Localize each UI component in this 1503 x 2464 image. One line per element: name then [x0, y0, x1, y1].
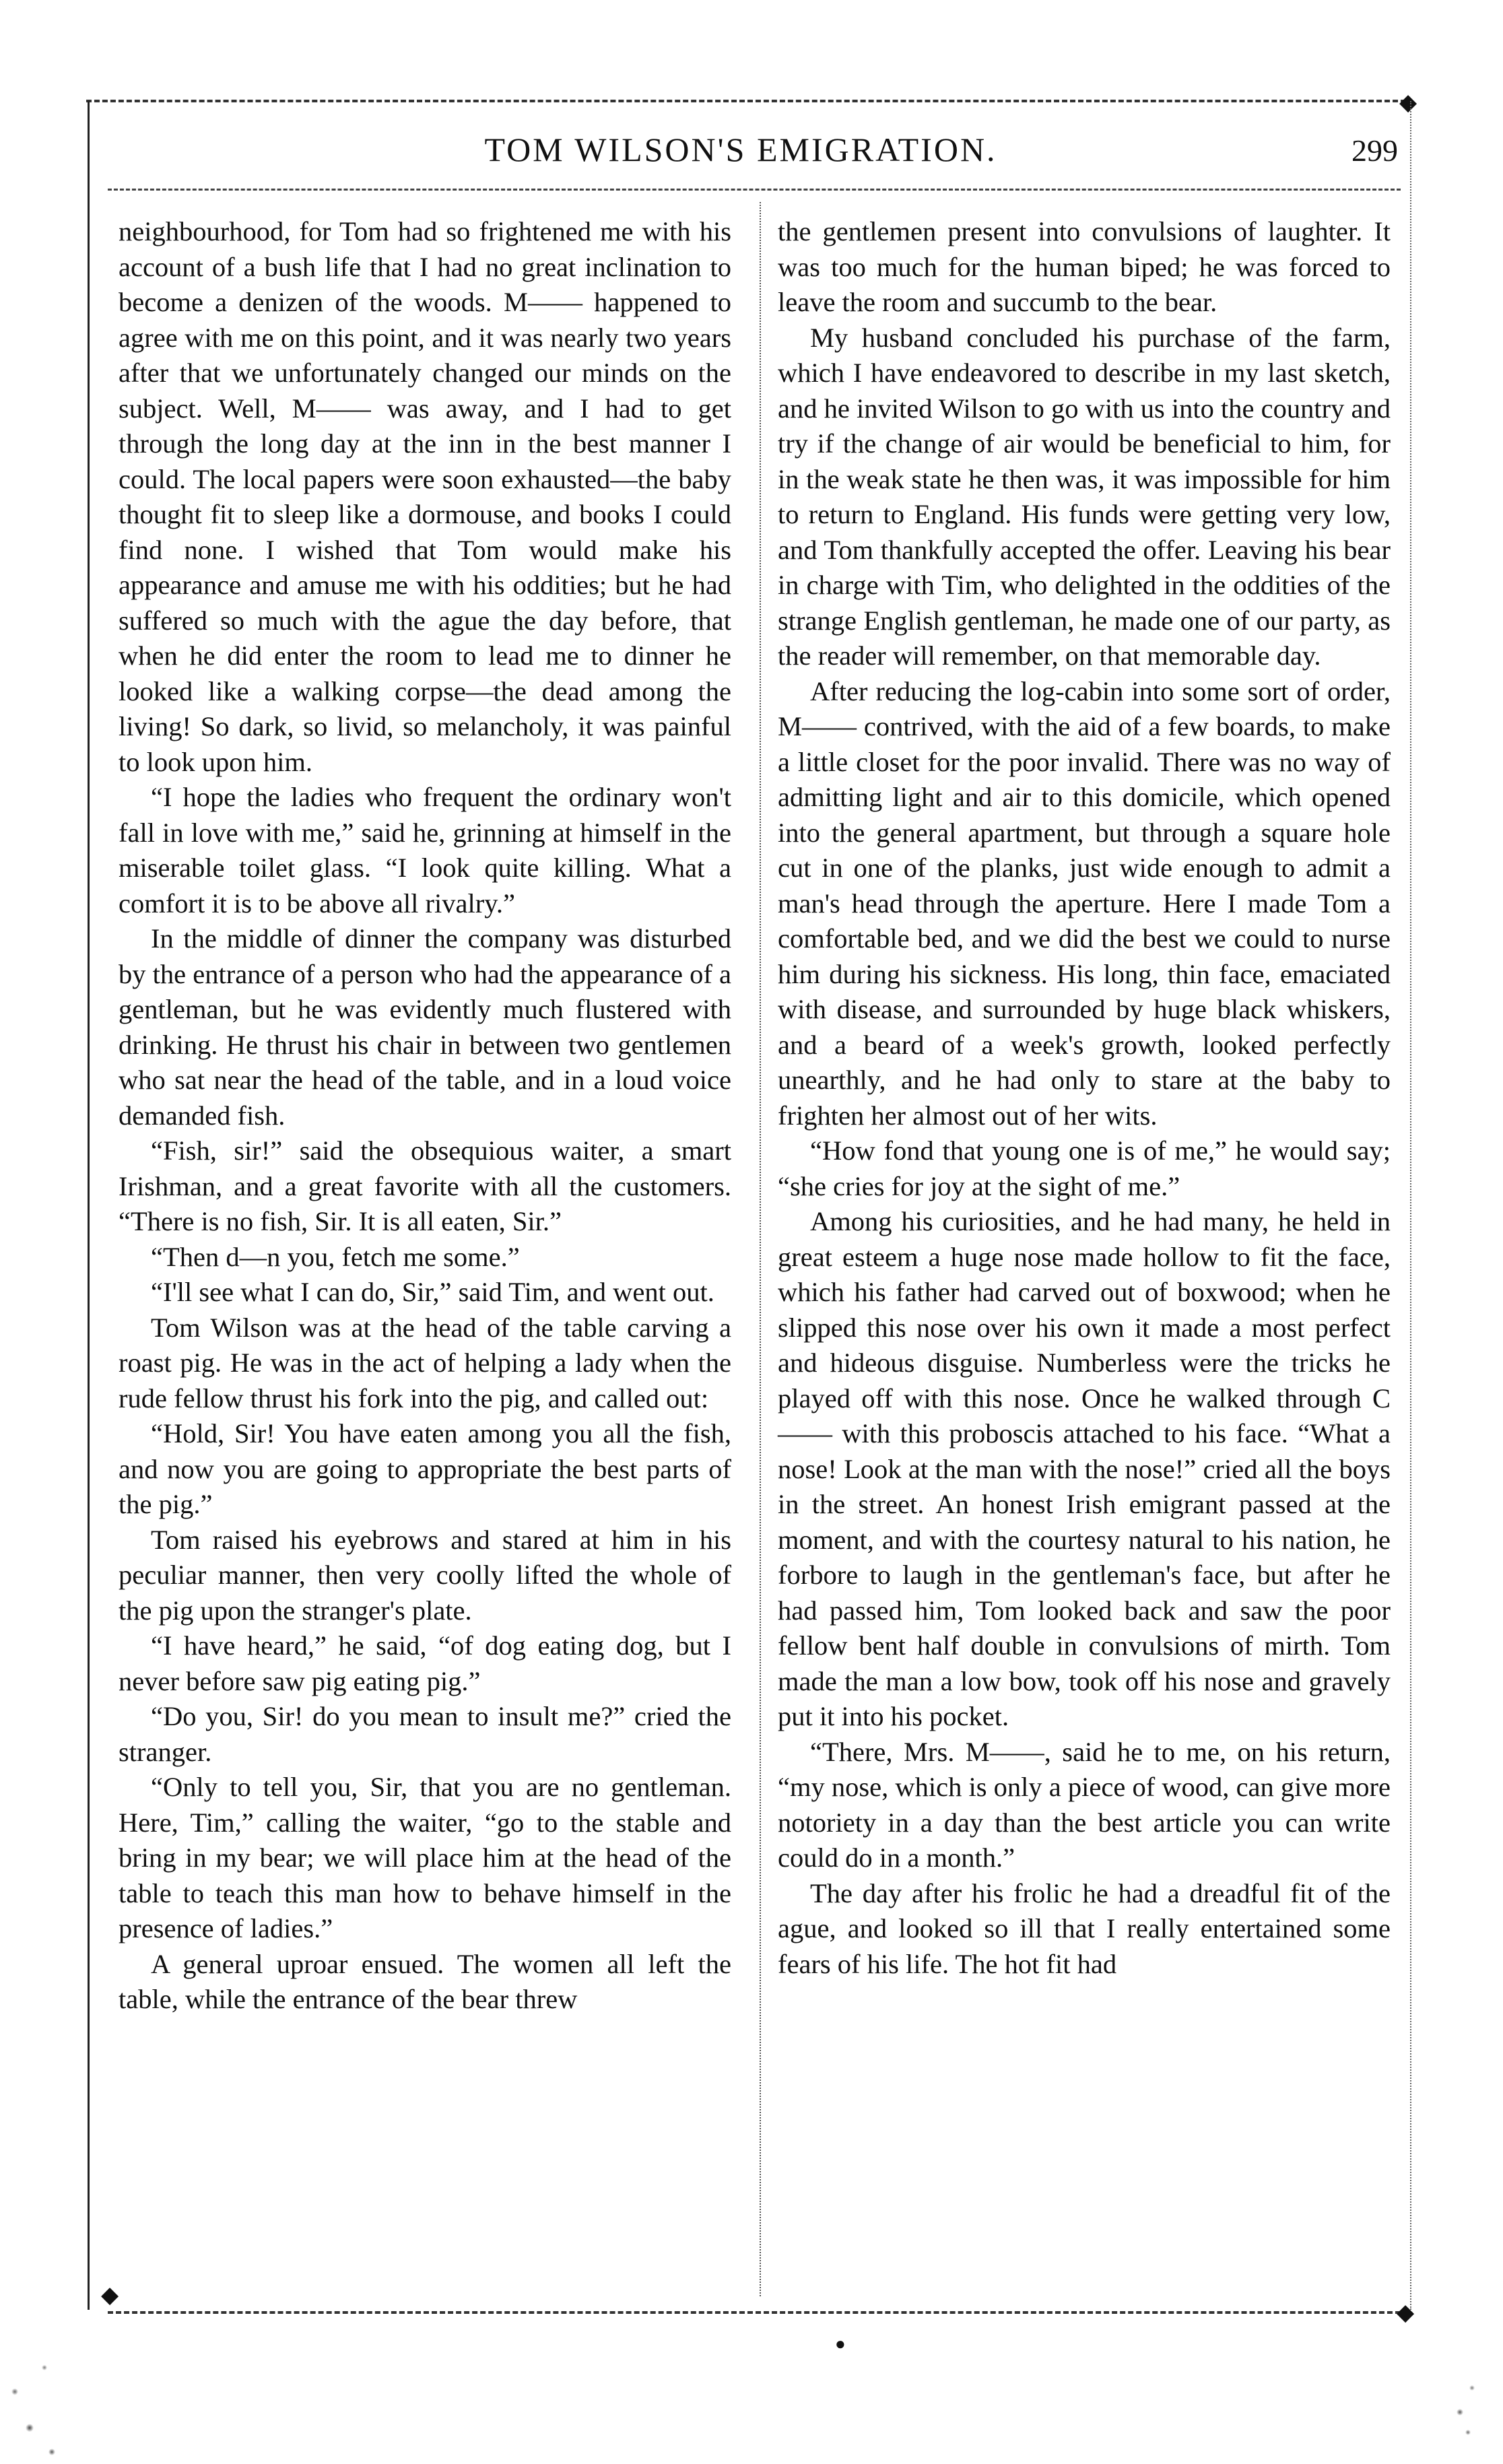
paragraph: “I have heard,” he said, “of dog eating dog, but I never before saw pig eating pig.” [119, 1630, 731, 1696]
paragraph: Tom Wilson was at the head of the table carving a roast pig. He was in the act of helping a lady when the rude fellow thrust his fork into the pig, and called out: [119, 1312, 731, 1413]
paragraph: “Do you, Sir! do you mean to insult me?” cried the stranger. [119, 1701, 731, 1767]
column-divider [760, 202, 761, 2296]
print-speckle [0, 2343, 74, 2464]
paragraph: After reducing the log-cabin into some sort of order, M—— contrived, with the aid of a few boards, to make a little closet for the poor invalid. There was no way of admitting light and air to this domicile, which opened into the general apartment, but through a square hole cut in one of the planks, just wide enough to admit a man's head through the aperture. Here I made Tom a comfortable bed, and we did the best we could to nurse him during his sickness. His long, thin face, emaciated with disease, and surrounded by huge black whiskers, and a beard of a week's growth, looked perfectly unearthly, and he had only to stare at the baby to frighten her almost out of her wits. [778, 675, 1391, 1131]
right-column [778, 214, 1391, 1982]
left-margin-rule [88, 101, 90, 2310]
paragraph: “Fish, sir!” said the obsequious waiter, a smart Irishman, and a great favorite with all the customers. “There is no fish, Sir. It is all eaten, Sir.” [119, 1135, 731, 1236]
paragraph: Among his curiosities, and he had many, he held in great esteem a huge nose made hollow to fit the face, which his father had carved out of boxwood; when he slipped this nose over his own it made a most perfect and hideous disguise. Numberless were the tricks he played off with this nose. Once he walked through C—— with this proboscis attached to his face. “What a nose! Look at the man with the nose!” cried all the boys in the street. An honest Irish emigrant passed at the moment, and with the courtesy natural to his nation, he forbore to laugh in the gentleman's face, but after he had passed him, Tom looked back and saw the poor fellow bent half double in convulsions of mirth. Tom made the man a low bow, took off his nose and gravely put it into his pocket. [778, 1206, 1391, 1731]
right-margin-rule [1410, 101, 1411, 2310]
paragraph: In the middle of dinner the company was disturbed by the entrance of a person who had the appearance of a gentleman, but he was evidently much flustered with drinking. He thrust his chair in between two gentlemen who sat near the head of the table, and in a loud voice demanded fish. [119, 923, 731, 1131]
paragraph: Tom raised his eyebrows and stared at him in his peculiar manner, then very coolly lifted the whole of the pig upon the stranger's plate. [119, 1524, 731, 1626]
left-column [119, 214, 731, 2018]
paragraph: “There, Mrs. M——, said he to me, on his return, “my nose, which is only a piece of wood, can give more notoriety in a day than the best article you can write could do in a month.” [778, 1736, 1391, 1873]
ornament-dot: ● [835, 2334, 846, 2354]
paragraph: “Then d—n you, fetch me some.” [151, 1241, 520, 1272]
paragraph: “Hold, Sir! You have eaten among you all the fish, and now you are going to appropriate the best parts of the pig.” [119, 1418, 731, 1519]
ornament-dot: ◆ [101, 2283, 119, 2308]
paragraph: “I'll see what I can do, Sir,” said Tim, and went out. [151, 1277, 714, 1307]
ornament-dot: ◆ [1397, 2300, 1415, 2325]
bottom-ornamental-rule [108, 2311, 1401, 2314]
page-number: 299 [1351, 133, 1398, 168]
paragraph: “I hope the ladies who frequent the ordinary won't fall in love with me,” said he, grinning at himself in the miserable toilet glass. “I look quite killing. What a comfort it is to be above all rivalry.” [119, 782, 731, 919]
header-rule [108, 189, 1401, 191]
paragraph: A general uproar ensued. The women all left the table, while the entrance of the bear threw [119, 1948, 731, 2014]
running-title: TOM WILSON'S EMIGRATION. [484, 131, 997, 168]
paragraph: the gentlemen present into convulsions of laughter. It was too much for the human biped; he was forced to leave the room and succumb to the bear. [778, 216, 1391, 317]
paragraph: neighbourhood, for Tom had so frightened me with his account of a bush life that I had no great inclination to become a denizen of the woods. M—— happened to agree with me on this point, and it was nearly two years after that we unfortunately changed our minds on the subject. Well, M—— was away, and I had to get through the long day at the inn in the best manner I could. The local papers were soon exhausted—the baby thought fit to sleep like a dormouse, and books I could find none. I wished that Tom would make his appearance and amuse me with his oddities; but he had suffered so much with the ague the day before, that when he did enter the room to lead me to dinner he looked like a walking corpse—the dead among the living! So dark, so livid, so melancholy, it was painful to look upon him. [119, 216, 731, 777]
print-speckle [1448, 2364, 1488, 2444]
ornament-dot: ◆ [1399, 90, 1417, 115]
paragraph: “Only to tell you, Sir, that you are no gentleman. Here, Tim,” calling the waiter, “go to the stable and bring in my bear; we will place him at the head of the table to teach this man how to behave himself in the presence of ladies.” [119, 1772, 731, 1943]
paragraph: My husband concluded his purchase of the farm, which I have endeavored to describe in my last sketch, and he invited Wilson to go with us into the country and try if the change of air would be beneficial to him, for in the weak state he then was, it was impossible for him to return to England. His funds were getting very low, and Tom thankfully accepted the offer. Leaving his bear in charge with Tim, who delighted in the oddities of the strange English gentleman, he made one of our party, as the reader will remember, on that memorable day. [778, 322, 1391, 671]
paragraph: The day after his frolic he had a dreadful fit of the ague, and looked so ill that I really entertained some fears of his life. The hot fit had [778, 1877, 1391, 1979]
top-ornamental-rule [86, 100, 1406, 102]
paragraph: “How fond that young one is of me,” he would say; “she cries for joy at the sight of me.” [778, 1135, 1391, 1201]
